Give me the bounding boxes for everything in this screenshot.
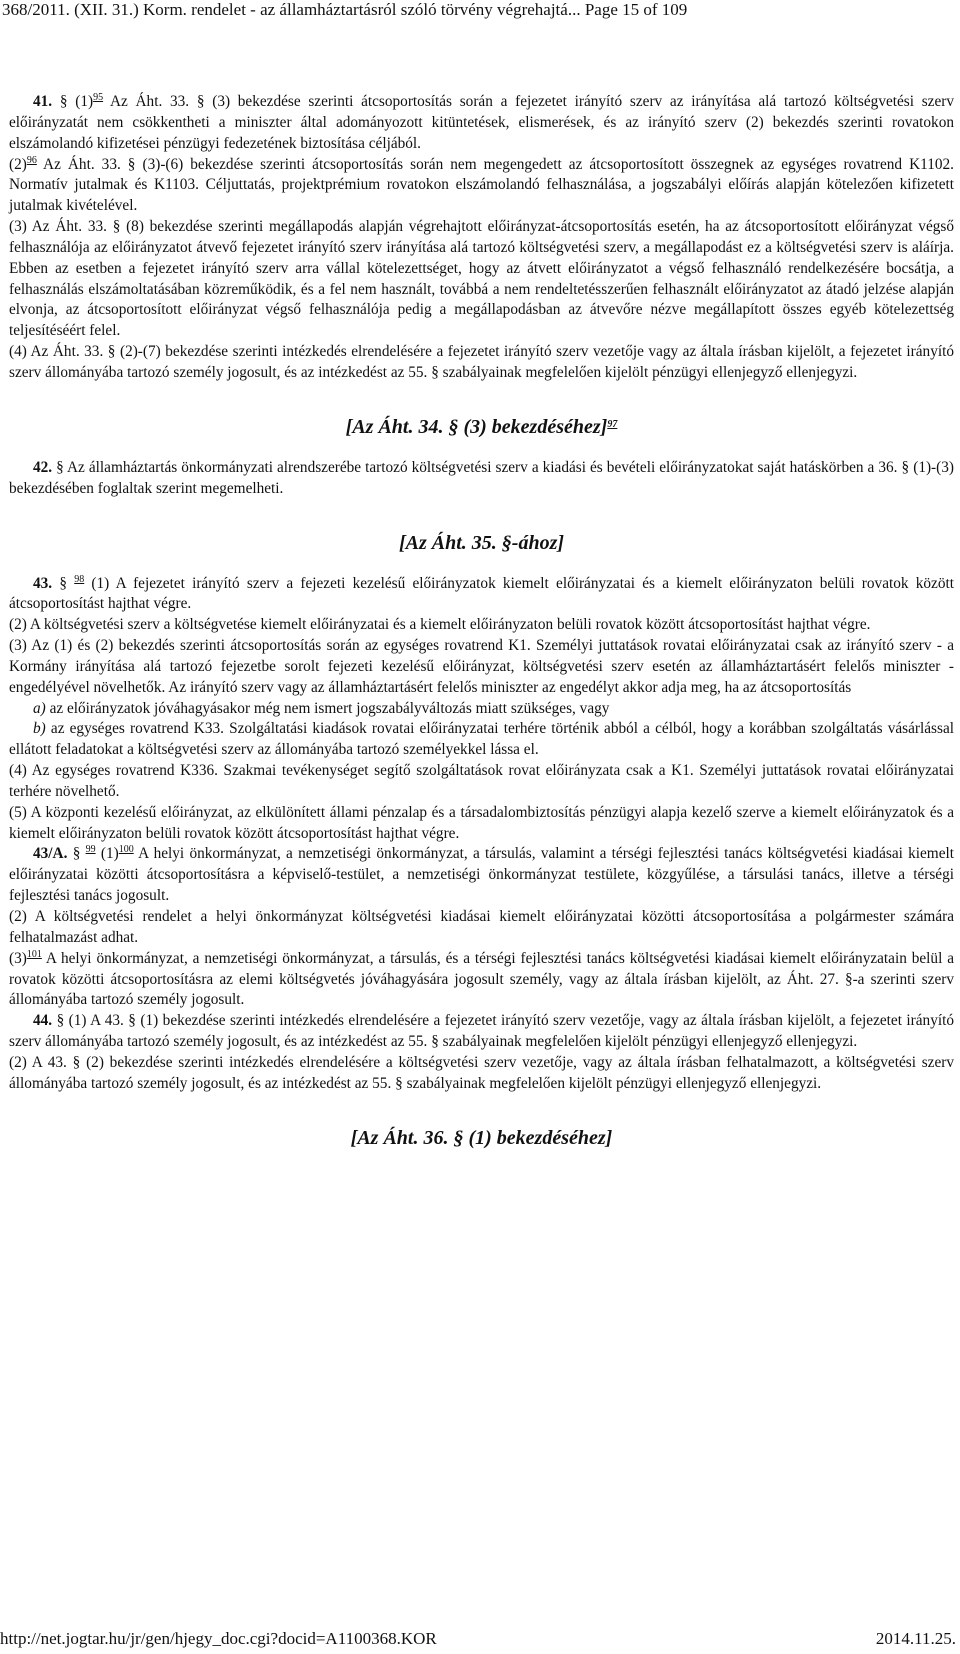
footer-date: 2014.11.25. (875, 1629, 956, 1648)
footnote-ref[interactable]: 98 (74, 573, 85, 585)
footer-url: http://net.jogtar.hu/jr/gen/hjegy_doc.cgi?docid=A1100368.KOR (0, 1629, 437, 1648)
footnote-ref[interactable]: 97 (607, 418, 618, 430)
paragraph-43-3: (3) Az (1) és (2) bekezdés szerinti átcsoportosítás során az egységes rovatrend K1. Személyi juttatások rovatai előirányzatai csak az irányító szerv - a Kormány irányítása alá tartozó fejezetbe sorolt fejezeti kezelésű előirányzat, költségvetési szerv esetén az államháztartásért felelős miniszter - engedélyével növelhetők. Az irányító szerv vagy az államháztartásért felelős miniszter az engedélyt akkor adja meg, ha az átcsoportosítás (9, 637, 954, 696)
paragraph-41-3: (3) Az Áht. 33. § (8) bekezdése szerinti megállapodás alapján végrehajtott előirányzat-átcsoportosítás esetén, ha az átcsoportosított előirányzat végső felhasználója az előirányzatot átvevő fejezetet irányító szerv irányítása alá tartozó költségvetési szerv, a megállapodást ez a költségvetési szerv is aláírja. Ebben az esetben a fejezetet irányító szerv arra vállal kötelezettséget, hogy az átvett előirányzatot a végső felhasználó rendelkezésére bocsátja, a felhasználás elszámoltatásában közreműködik, és a fel nem használt, továbbá a nem rendeltetésszerűen felhasznált előirányzatot az átadó jelzése alapján elvonja, az átcsoportosított előirányzat végső felhasználója pedig a megállapodásban az átvevőre nézve megállapított összes egyéb kötelezettség teljesítéséért felel. (9, 218, 954, 340)
footnote-ref[interactable]: 96 (26, 154, 37, 166)
paragraph-43-1: 43. § $^{98}$ (1) A fejezetet irányító szerv a fejezeti kezelésű előirányzatok kiemelt előirányzatai és a kiemelt előirányzaton belüli rovatok között átcsoportosítást hajthat végre. (9, 573, 954, 613)
section-number: 43/A. (33, 845, 68, 863)
footnote-ref[interactable]: 95 (93, 92, 104, 103)
paragraph-43-2: (2) A költségvetési szerv a költségvetése kiemelt előirányzatai és a kiemelt előirányzaton belüli rovatok között átcsoportosítást hajthat végre. (9, 616, 871, 634)
section-number: 41. (33, 93, 53, 110)
section-number: 43. (33, 574, 53, 592)
section-heading: [Az Áht. 36. § (1) bekezdéséhez] (350, 1126, 613, 1149)
page-header: 368/2011. (XII. 31.) Korm. rendelet - az államháztartásról szóló törvény végrehajtá... Page 15 of 109 (2, 0, 688, 19)
paragraph-41-1: 41. § (1)$^{95}$ Az Áht. 33. § (3) bekezdése szerinti átcsoportosítás során a fejezetet irányító szerv az irányítása alá tartozó költségvetési szerv előirányzatát nem csökkentheti a miniszter által adományozott kitüntetések, elismerések, és az irányító szerv (2) bekezdés szerinti rovatokon elszámolandó kifizetései pénzügyi fedezetének biztosítása céljából. (9, 92, 955, 152)
section-heading: [Az Áht. 34. § (3) bekezdéséhez]$^{97}$ (345, 415, 618, 438)
footnote-ref[interactable]: 101 (26, 948, 42, 960)
document-body (9, 92, 954, 1151)
point-43-3-b: b) az egységes rovatrend K33. Szolgáltatási kiadások rovatai előirányzatai terhére történik abból a célból, hogy a korábban szolgáltatás vásárlással ellátott feladatokat a költségvetési szerv az állományába tartozó személyekkel lássa el. (9, 720, 954, 759)
paragraph-43-5: (5) A központi kezelésű előirányzat, az elkülönített állami pénzalap és a társadalombiztosítás pénzügyi alapja kezelő szerve a kiemelt előirányzatok és a kiemelt előirányzaton belüli rovatok között átcsoportosítást hajthat végre. (9, 803, 954, 842)
paragraph-44-1: 44. § (1) A 43. § (1) bekezdése szerinti intézkedés elrendelésére a fejezetet irányító szerv vezetője, vagy az általa írásban kijelölt, a fejezetet irányító szerv állományába tartozó személy jogosult, és az intézkedést az 55. § szabályainak megfelelően kijelölt pénzügyi ellenjegyző ellenjegyzi. (9, 1012, 954, 1051)
point-43-3-a: a) az előirányzatok jóváhagyásakor még nem ismert jogszabályváltozás miatt szükséges, vagy (33, 699, 610, 717)
footnote-ref[interactable]: 99 (85, 844, 96, 856)
paragraph-42: 42. § Az államháztartás önkormányzati alrendszerébe tartozó költségvetési szerv a kiadási és bevételi előirányzatokat saját hatáskörben a 36. § (1)-(3) bekezdésében foglaltak szerint megemelheti. (9, 458, 954, 497)
paragraph-44-2: (2) A 43. § (2) bekezdése szerinti intézkedés elrendelésére a költségvetési szerv vezetője, vagy az általa írásban felhatalmazott, a költségvetési szerv állományába tartozó személy jogosult, és az intézkedést az 55. § szabályainak megfelelően kijelölt pénzügyi ellenjegyző ellenjegyzi. (9, 1053, 954, 1092)
paragraph-43A-2: (2) A költségvetési rendelet a helyi önkormányzat költségvetési kiadásai kiemelt előirányzatai közötti átcsoportosítása a polgármester számára felhatalmazást adhat. (9, 908, 954, 946)
paragraph-41-2: (2)$^{96}$ Az Áht. 33. § (3)-(6) bekezdése szerinti átcsoportosítás során nem megengedett az átcsoportosított összegnek az egységes rovatrend K1102. Normatív jutalmak és K1103. Céljuttatás, projektprémium rovatokon elszámolandó felhasználása, a jogszabályi előírás alapján kötelezően kifizetett jutalmak kivételével. (9, 154, 954, 215)
paragraph-41-4: (4) Az Áht. 33. § (2)-(7) bekezdése szerinti intézkedés elrendelésére a fejezetet irányító szerv vezetője vagy az általa írásban kijelölt, a fejezetet irányító szerv állományába tartozó személy jogosult, és az intézkedést az 55. § szabályainak megfelelően kijelölt pénzügyi ellenjegyző ellenjegyzi. (9, 343, 954, 381)
paragraph-43A-3: (3)$^{101}$ A helyi önkormányzat, a nemzetiségi önkormányzat, a társulás, és a térségi fejlesztési tanács költségvetési kiadásai kiemelt előirányzatain belül a rovatok közötti átcsoportosításra az elemi költségvetés jóváhagyására jogosult személy, vagy az általa írásban kijelölt, az Áht. 27. §-a szerinti szerv állományába tartozó személy jogosult. (9, 948, 954, 1009)
footnote-ref[interactable]: 100 (118, 844, 134, 856)
paragraph-43-4: (4) Az egységes rovatrend K336. Szakmai tevékenységet segítő szolgáltatások rovat előirányzata csak a K1. Személyi juttatások rovatai előirányzatai terhére növelhető. (9, 762, 954, 800)
section-number: 44. (33, 1012, 53, 1030)
paragraph-43A-1: 43/A. § $^{99}$ (1)$^{100}$ A helyi önkormányzat, a nemzetiségi önkormányzat, a társulás, valamint a térségi fejlesztési tanács költségvetési kiadásai kiemelt előirányzatai közötti átcsoportosításra a képviselő-testület, a nemzetiségi önkormányzat testülete, közgyűlése, a társulási tanács, illetve a térségi fejlesztési tanács jogosult. (9, 844, 954, 905)
section-heading: [Az Áht. 35. §-ához] (398, 531, 565, 554)
section-number: 42. (33, 458, 53, 476)
